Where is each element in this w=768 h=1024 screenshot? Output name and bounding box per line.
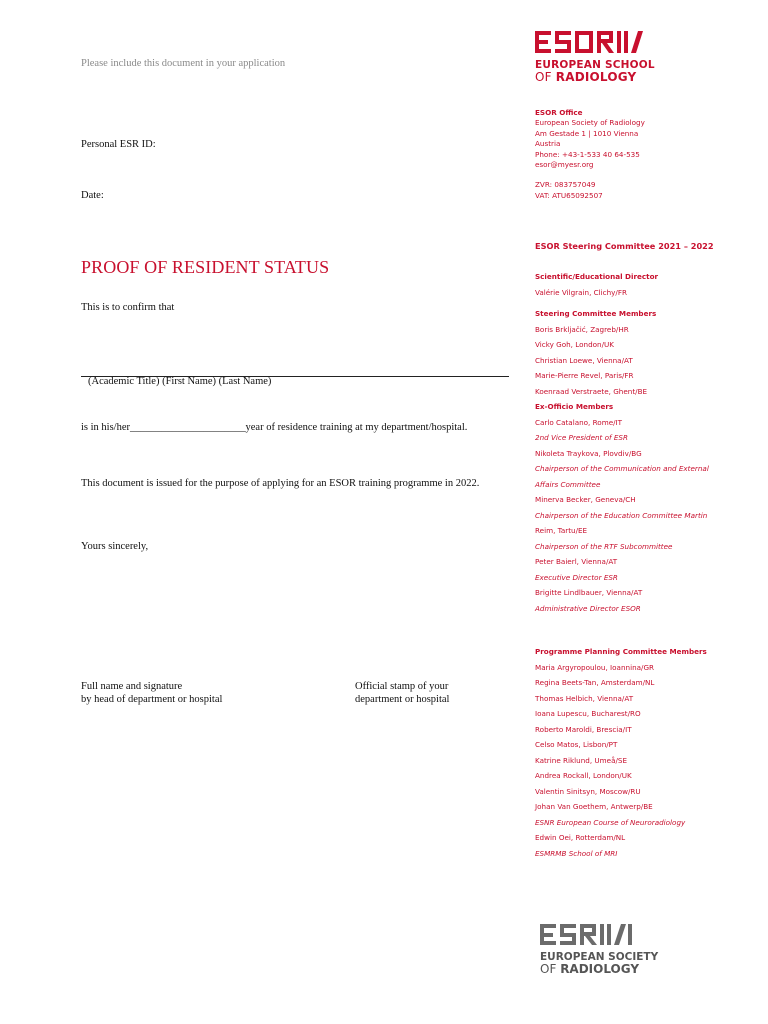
planning-members-list xyxy=(535,660,760,862)
office-heading: ESOR Office xyxy=(535,108,583,117)
planning-item: Katrine Riklund, Umeå/SE xyxy=(535,755,628,765)
confirm-text: This is to confirm that xyxy=(81,302,175,313)
document-title: PROOF OF RESIDENT STATUS xyxy=(81,257,330,277)
steering-member: Vicky Goh, London/UK xyxy=(535,340,614,349)
steering-member: Koenraad Verstraete, Ghent/BE xyxy=(535,386,648,396)
closing-text: Yours sincerely, xyxy=(81,541,149,552)
office-address-line: Phone: +43-1-533 40 64-535 xyxy=(535,149,640,159)
esor-logo-radiology: RADIOLOGY xyxy=(555,70,637,84)
residence-year-blank: ______________________ xyxy=(130,422,246,433)
esor-logo xyxy=(535,30,655,84)
office-address-line: Austria xyxy=(535,139,561,149)
exofficio-item: Reim, Tartu/EE xyxy=(535,526,588,535)
exofficio-item: Administrative Director ESOR xyxy=(535,603,641,613)
purpose-text: This document is issued for the purpose of applying for an ESOR training programme in 2022. xyxy=(81,478,480,489)
planning-item: Johan Van Goethem, Antwerp/BE xyxy=(535,802,653,811)
esr-logo xyxy=(540,924,658,976)
esor-logo-line2 xyxy=(535,71,655,84)
office-address-line: esor@myesr.org xyxy=(535,160,594,170)
exofficio-item: Chairperson of the Education Committee Martin xyxy=(535,510,708,520)
steering-member: Boris Brkljačić, Zagreb/HR xyxy=(535,324,629,334)
esor-logo-line1: EUROPEAN SCHOOL xyxy=(535,59,655,71)
esor-wordmark-graphic xyxy=(535,30,645,54)
esor-office-info xyxy=(535,108,645,201)
planning-item: Maria Argyropoulou, Ioannina/GR xyxy=(535,662,655,672)
steering-committee xyxy=(535,241,760,861)
exofficio-item: Brigitte Lindlbauer, Vienna/AT xyxy=(535,588,643,597)
steering-heading: Steering Committee Members xyxy=(535,309,657,318)
exofficio-item: Carlo Catalano, Rome/IT xyxy=(535,417,623,427)
exofficio-item: Minerva Becker, Geneva/CH xyxy=(535,495,636,504)
planning-item: Edwin Oei, Rotterdam/NL xyxy=(535,833,626,842)
exofficio-members-list xyxy=(535,415,760,617)
planning-item: Thomas Helbich, Vienna/AT xyxy=(535,693,634,703)
signature-block xyxy=(81,680,222,706)
stamp-label-2: department or hospital xyxy=(355,694,450,705)
signature-label-1: Full name and signature xyxy=(81,681,183,692)
exofficio-item: Chairperson of the RTF Subcommittee xyxy=(535,541,673,551)
exofficio-item: 2nd Vice President of ESR xyxy=(535,433,628,442)
planning-item: Roberto Maroldi, Brescia/IT xyxy=(535,724,632,734)
esr-id-label: Personal ESR ID: xyxy=(81,139,156,150)
esr-logo-line2 xyxy=(540,963,658,976)
exofficio-item: Executive Director ESR xyxy=(535,572,618,582)
director-name: Valérie Vilgrain, Clichy/FR xyxy=(535,287,627,297)
exofficio-item: Affairs Committee xyxy=(535,479,601,489)
office-address xyxy=(535,118,645,170)
esr-wordmark-graphic xyxy=(540,924,640,946)
office-vat: VAT: ATU65092507 xyxy=(535,190,603,200)
exofficio-heading: Ex-Officio Members xyxy=(535,402,614,411)
esr-logo-of: OF xyxy=(540,962,557,976)
planning-heading: Programme Planning Committee Members xyxy=(535,647,707,656)
planning-item: Celso Matos, Lisbon/PT xyxy=(535,740,618,749)
planning-item: ESMRMB School of MRI xyxy=(535,848,618,858)
steering-member: Marie-Pierre Revel, Paris/FR xyxy=(535,371,634,380)
stamp-block xyxy=(355,680,449,706)
residence-prefix: is in his/her xyxy=(81,422,130,433)
office-address-line: Am Gestade 1 | 1010 Vienna xyxy=(535,128,639,138)
exofficio-item: Nikoleta Traykova, Plovdiv/BG xyxy=(535,448,642,458)
residence-sentence xyxy=(81,422,467,433)
exofficio-item: Chairperson of the Communication and External xyxy=(535,464,709,473)
esr-logo-line1: EUROPEAN SOCIETY xyxy=(540,951,659,963)
exofficio-item: Peter Baierl, Vienna/AT xyxy=(535,557,618,566)
office-address-line: European Society of Radiology xyxy=(535,118,645,128)
residence-suffix: year of residence training at my department/hospital. xyxy=(245,422,468,433)
signature-label-2: by head of department or hospital xyxy=(81,694,223,705)
steering-members-list xyxy=(535,322,760,400)
application-note: Please include this document in your application xyxy=(81,58,286,69)
planning-item: Ioana Lupescu, Bucharest/RO xyxy=(535,709,641,718)
planning-item: Valentin Sinitsyn, Moscow/RU xyxy=(535,786,641,796)
planning-item: ESNR European Course of Neuroradiology xyxy=(535,817,686,827)
planning-item: Andrea Rockall, London/UK xyxy=(535,771,632,780)
name-caption: (Academic Title) (First Name) (Last Name) xyxy=(88,376,272,387)
committee-title: ESOR Steering Committee 2021 – 2022 xyxy=(535,241,714,251)
date-label: Date: xyxy=(81,190,104,201)
esor-logo-of: OF xyxy=(535,70,552,84)
office-zvr: ZVR: 083757049 xyxy=(535,180,596,190)
esr-logo-radiology: RADIOLOGY xyxy=(560,962,640,976)
steering-member: Christian Loewe, Vienna/AT xyxy=(535,355,633,365)
stamp-label-1: Official stamp of your xyxy=(355,681,449,692)
planning-item: Regina Beets-Tan, Amsterdam/NL xyxy=(535,678,655,687)
director-heading: Scientific/Educational Director xyxy=(535,272,659,281)
